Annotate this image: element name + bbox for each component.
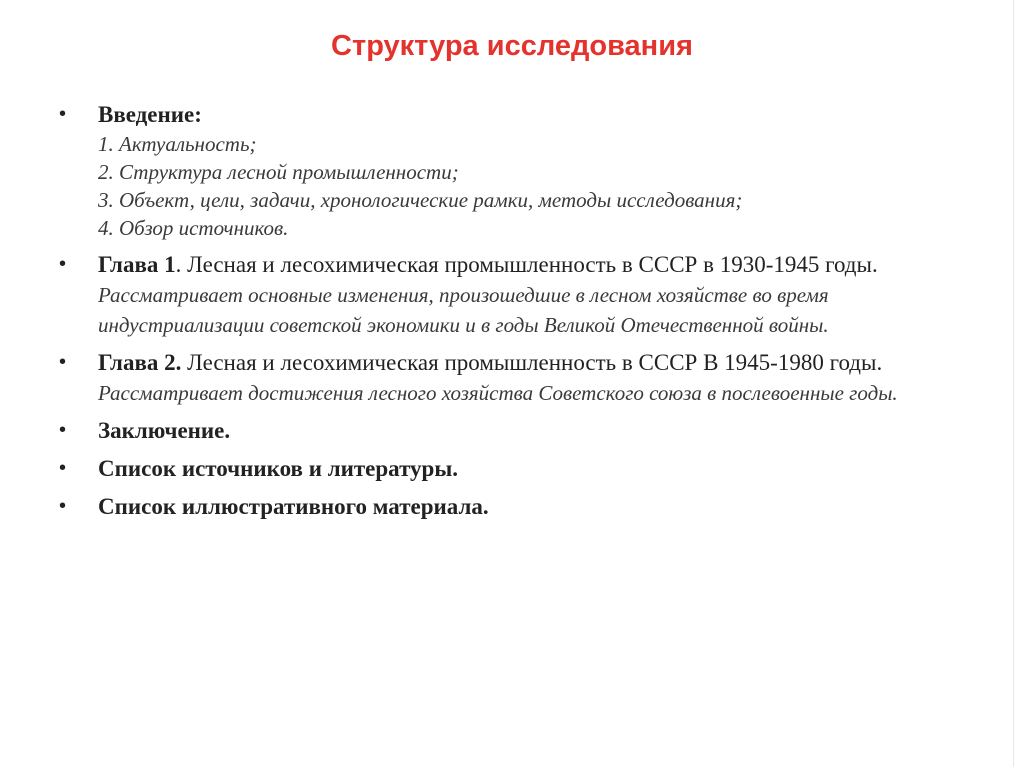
chapter-2-label: Глава 2. bbox=[98, 350, 182, 375]
list-item-illustrations bbox=[56, 492, 966, 522]
slide-title: Структура исследования bbox=[331, 30, 693, 62]
bullet-icon: • bbox=[59, 495, 67, 517]
introduction-line-1: 1. Актуальность; bbox=[98, 132, 257, 156]
chapter-1-description: Рассматривает основные изменения, произошедшие в лесном хозяйстве во время индустриализации советской экономики и в годы Великой Отечественной войны. bbox=[98, 283, 829, 337]
sources-heading: Список источников и литературы. bbox=[98, 456, 459, 481]
list-item-conclusion bbox=[56, 416, 966, 446]
bullet-icon: • bbox=[59, 103, 67, 125]
chapter-2-title: Лесная и лесохимическая промышленность в СССР В 1945-1980 годы. bbox=[181, 350, 883, 375]
chapter-2-paragraph bbox=[98, 348, 966, 408]
list-item-chapter-1 bbox=[56, 250, 966, 340]
chapter-1-title: . Лесная и лесохимическая промышленность в СССР в 1930-1945 годы. bbox=[175, 252, 878, 277]
conclusion-heading: Заключение. bbox=[98, 418, 231, 443]
bullet-icon: • bbox=[59, 419, 67, 441]
chapter-1-paragraph bbox=[98, 250, 966, 340]
bullet-icon: • bbox=[59, 351, 67, 373]
bullet-icon: • bbox=[59, 253, 67, 275]
list-item-introduction bbox=[56, 100, 966, 242]
chapter-1-label: Глава 1 bbox=[98, 252, 176, 277]
introduction-line-4: 4. Обзор источников. bbox=[98, 216, 289, 240]
list-item-chapter-2 bbox=[56, 348, 966, 408]
introduction-line-2: 2. Структура лесной промышленности; bbox=[98, 160, 459, 184]
bullet-list bbox=[56, 100, 966, 530]
introduction-heading: Введение: bbox=[98, 102, 202, 127]
chapter-2-description: Рассматривает достижения лесного хозяйства Советского союза в послевоенные годы. bbox=[98, 381, 898, 405]
bullet-icon: • bbox=[59, 457, 67, 479]
introduction-line-3: 3. Объект, цели, задачи, хронологические рамки, методы исследования; bbox=[98, 188, 743, 212]
list-item-sources bbox=[56, 454, 966, 484]
slide-edge-divider bbox=[1013, 0, 1014, 767]
illustrations-heading: Список иллюстративного материала. bbox=[98, 494, 489, 519]
